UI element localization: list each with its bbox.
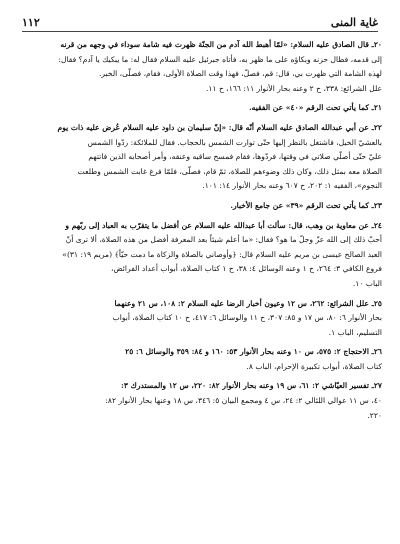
text-line: ٢٠ـ قال الصادق عليه السلام: «لمّا أهبط الله آدم من الجنّة ظهرت فيه شامة سوداء في وجهه من قرنه [60, 40, 382, 49]
text-line: إلى قدمه، فطال حزنه وبكاؤه على ما ظهر به، فأتاه جبرئيل عليه السلام فقال له: ما يبكيك يا آدم؟ فقال: [58, 54, 382, 64]
note-entry [18, 199, 382, 214]
footnotes-body [18, 38, 382, 540]
text-line: كتاب الصلاة، أبواب تكبيرة الإحرام، الباب ٨. [246, 361, 382, 371]
text-line: ٢٤ـ عن معاوية بن وهب، قال: سألت أبا عبدالله عليه السلام عن أفضل ما يتقرّب به العباد إلى ربّهم و [65, 220, 382, 230]
text-line: ٢٣ـ كما يأتي تحت الرقم «٣٩» عن جامع الأخبار. [230, 200, 382, 210]
page-number: ١١٢ [22, 16, 40, 29]
page-header [22, 13, 378, 32]
running-title: غاية المنى [330, 16, 378, 29]
note-entry [18, 345, 382, 374]
note-entry [18, 121, 382, 194]
text-line: علل الشرائع: ٣٣٨، ح ٢ وعنه بحار الأنوار ١١: ١٦٦، ح ١١. [205, 83, 382, 93]
text-line: التسليم، الباب ١. [328, 327, 382, 337]
text-line: عليّ حتّى أصلّي صلاتي في وقتها، فردّوها، فقام فمسح ساقيه وعنقه، وأمر أصحابه الذين فاتتهم [88, 152, 382, 162]
note-entry [18, 297, 382, 341]
note-entry [18, 379, 382, 423]
text-line: الصلاة معه بمثل ذلك، وكان ذلك وضوءهم للصلاة، ثمّ قام، فصلّى، فلمّا فرغ غابت الشمس وطلعت [77, 166, 382, 176]
text-line: النجوم»، الفقيه ١: ٢٠٢، ح ٦٠٧ وعنه بحار الأنوار ١٤: ١٠١. [202, 181, 382, 191]
note-entry [18, 219, 382, 292]
note-entry [18, 38, 382, 96]
text-line: ٢٦ـ الاحتجاج ٢: ٥٧٥، س ١٠ وعنه بحار الأنوار ٥٣: ١٦٠ و ٨٤: ٣٥٩ والوسائل ٦: ٢٥ [125, 347, 382, 357]
text-line: ٢٧ـ تفسير العيّاشي ٢: ٦١، س ١٩ وعنه بحار الأنوار ٨٢: ٢٢٠، س ١٢ والمستدرك ٣: [121, 381, 382, 391]
text-line: أحبّ ذلك إلى الله عزّ وجلّ ما هو؟ فقال: «ما أعلم شيئاً بعد المعرفة أفضل من هذه الصلاة، ألا ترى أنّ [65, 235, 382, 245]
text-line: ٢٥ـ علل الشرائع: ٢٦٢، س ١٢ وعيون أخبار الرضا عليه السلام ٢: ١٠٨، س ٢١ وعنهما [114, 298, 382, 308]
text-line: بالعشيّ الخيل، فاشتغل بالنظر إليها حتّى توارت الشمس بالحجاب. فقال للملائكة: ردّوا الشمس [87, 137, 382, 147]
text-line: العبد الصالح عيسى بن مريم عليه السلام قال: ﴿وأوصاني بالصلاة والزكاة ما دمت حيّاً﴾ (مريم ١٩: ٣١)» [62, 249, 382, 259]
text-line: لهذه الشامة التي ظهرت بي، قال: قم، فصلّ، فهذا وقت الصلاة الأولى، فقام، فصلّى، الخبر. [99, 69, 382, 79]
text-line: ٢١ـ كما يأتي تحت الرقم «٤٠» عن الفقيه. [249, 103, 382, 113]
text-line: بحار الأنوار ٦: ٨٠، س ١٧ و ٨٥: ٣٠٧، ح ١١ والوسائل ٦: ٤١٧، ح ١٠ كتاب الصلاة، أبواب [112, 313, 382, 323]
note-entry [18, 101, 382, 116]
text-line: الباب ١٠. [352, 278, 382, 288]
text-line: ٢٢ـ عن أبي عبدالله الصادق عليه السلام أنّه قال: «إنّ سليمان بن داود عليه السلام عُرض عليه ذات يوم [57, 122, 382, 132]
text-line: فروع الكافي ٣: ٢٦٤، ح ١ وعنه الوسائل ٤: ٣٨، ح ١ كتاب الصلاة، أبواب أعداد الفرائض، [111, 264, 382, 274]
text-line: ٤٠، س ١١ عوالي اللئالي ٢: ٢٤، س ٤ ومجمع البيان ٥: ٣٤٦، س ١٨ وعنها بحار الأنوار ٨٢: [105, 396, 382, 406]
text-line: ٢٢٠. [367, 410, 382, 420]
